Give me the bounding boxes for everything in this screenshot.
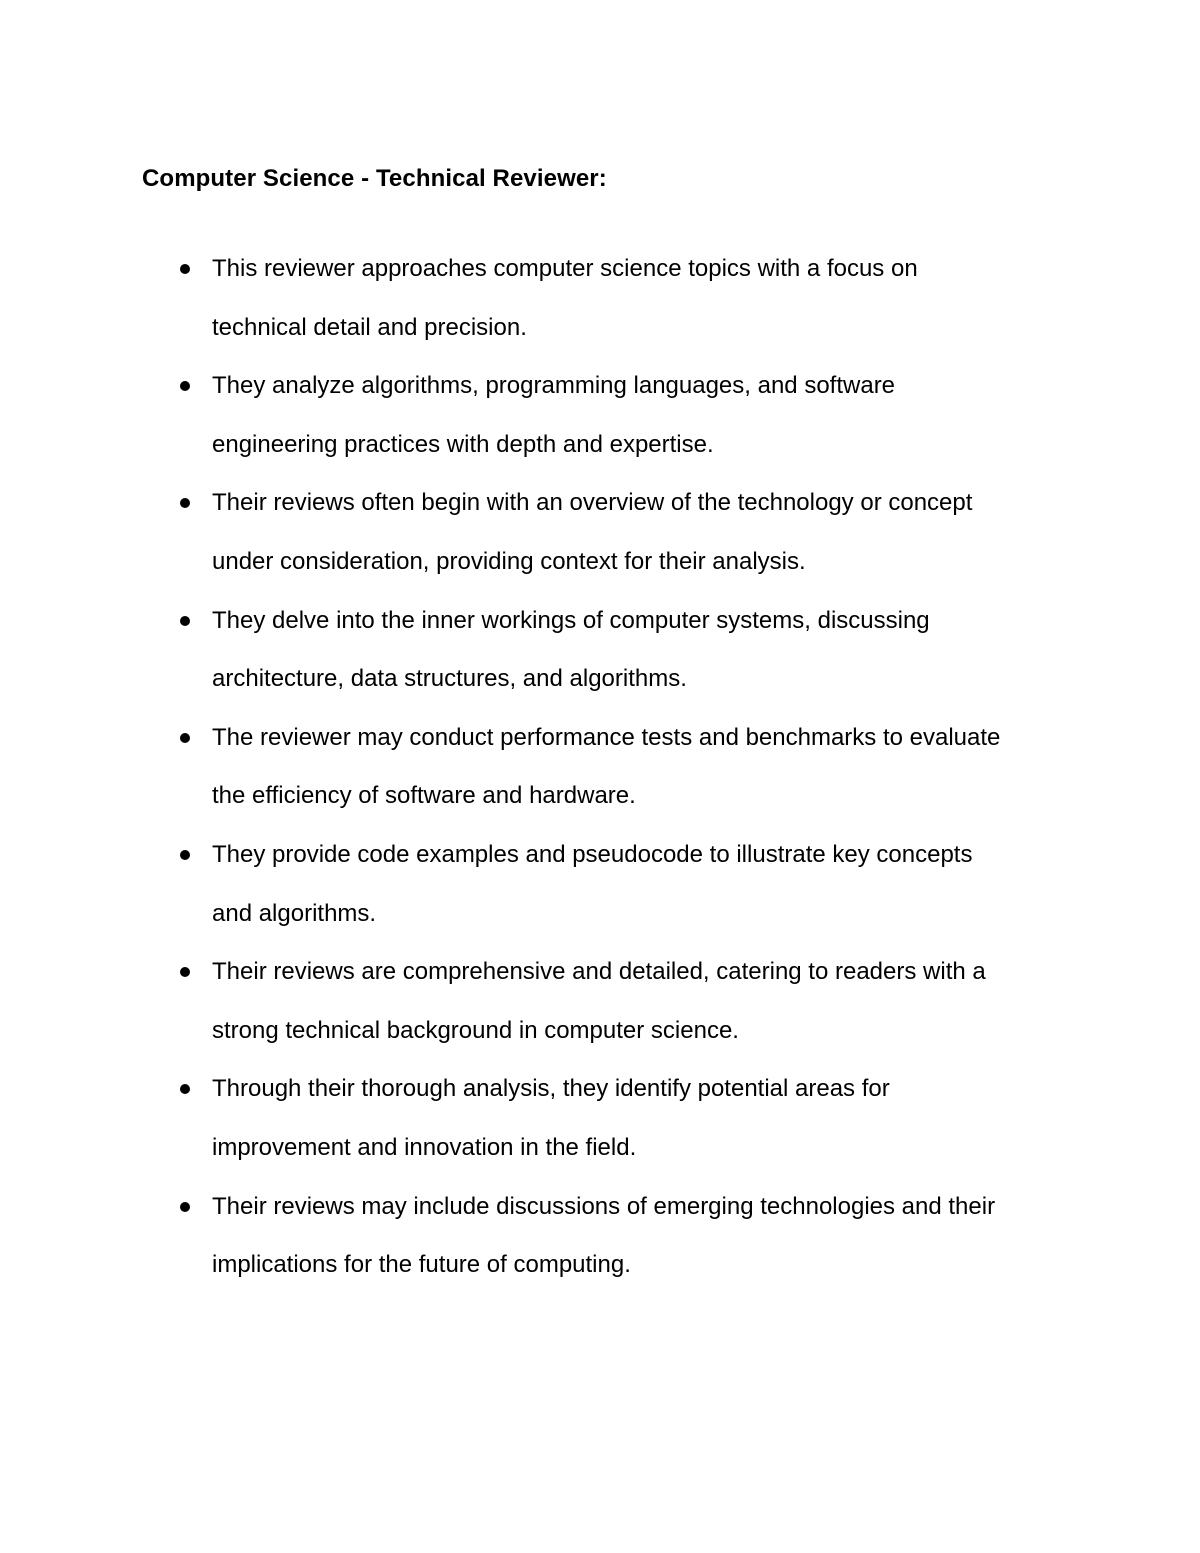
list-item-line: Through their thorough analysis, they identify potential areas for [212,1075,890,1103]
list-item [0,1178,1072,1295]
list-item [0,1060,1072,1177]
list-item-line: engineering practices with depth and expertise. [212,430,714,458]
list-item-line: the efficiency of software and hardware. [212,782,636,810]
list-item [0,826,1072,943]
list-item [0,592,1072,709]
list-item-line: Their reviews often begin with an overview of the technology or concept [212,489,973,517]
bullet-list [0,240,1200,1295]
list-item-line: technical detail and precision. [212,313,527,341]
document-title: Computer Science - Technical Reviewer: [142,165,607,192]
bullet-dot-icon [180,616,190,626]
list-item [0,709,1072,826]
bullet-dot-icon [180,1202,190,1212]
bullet-dot-icon [180,381,190,391]
list-item-line: This reviewer approaches computer science topics with a focus on [212,255,918,282]
list-item-line: They analyze algorithms, programming languages, and software [212,372,896,400]
bullet-dot-icon [180,1084,190,1094]
list-item-line: improvement and innovation in the field. [212,1133,637,1161]
list-item-line: They provide code examples and pseudocode to illustrate key concepts [212,840,973,868]
list-item-line: Their reviews may include discussions of emerging technologies and their [212,1192,996,1220]
bullet-dot-icon [180,850,190,860]
bullet-dot-icon [180,498,190,508]
list-item [0,474,1072,591]
bullet-dot-icon [180,967,190,977]
list-item [0,240,1072,357]
list-item-line: strong technical background in computer science. [212,1016,739,1044]
list-item [0,357,1072,474]
list-item-line: and algorithms. [212,899,377,927]
list-item-line: architecture, data structures, and algorithms. [212,665,687,693]
list-item-line: The reviewer may conduct performance tests and benchmarks to evaluate [212,723,1001,751]
list-item [0,943,1072,1060]
list-item-line: Their reviews are comprehensive and detailed, catering to readers with a [212,958,986,986]
list-item-line: under consideration, providing context for their analysis. [212,547,806,575]
list-item-line: They delve into the inner workings of computer systems, discussing [212,606,930,634]
bullet-dot-icon [180,264,190,274]
bullet-dot-icon [180,733,190,743]
list-item-line: implications for the future of computing. [212,1251,631,1279]
